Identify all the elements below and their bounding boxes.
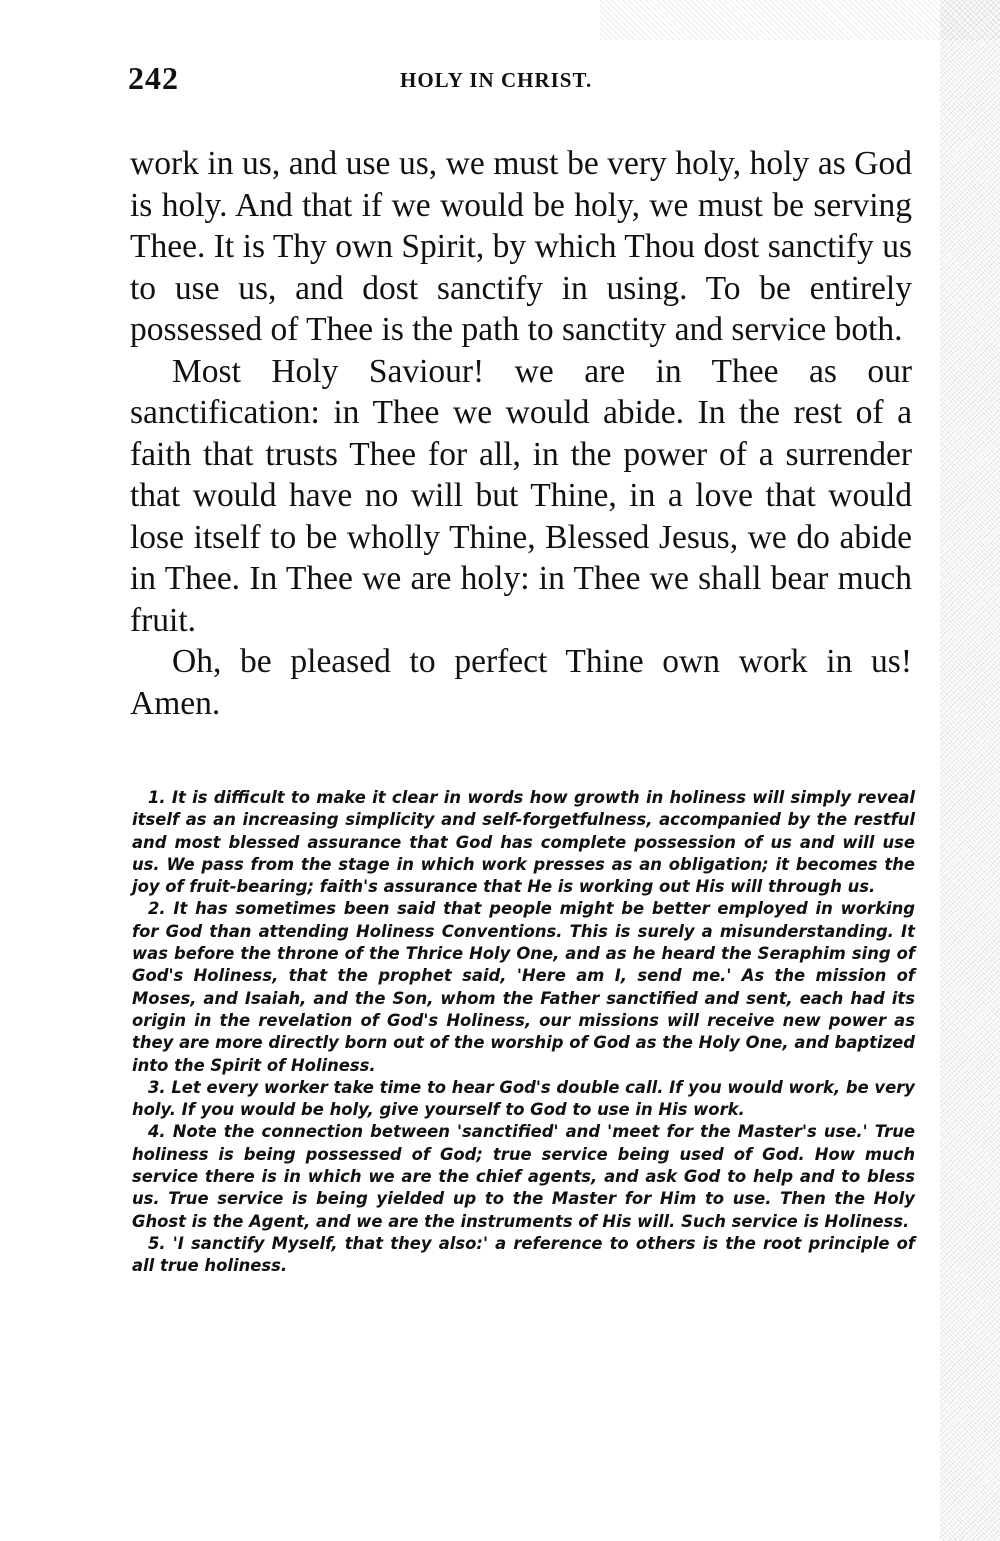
note-4: 4. Note the connection between 'sanctified' and 'meet for the Master's use.' True holiness is being possessed of God; true service being used of God. How much service there is in which we are the chief agents, and ask God to help and to bless us. True service is being yielded up to the Master for Him to use. Then the Holy Ghost is the Agent, and we are the instruments of His will. Such service is Holiness.	[132, 1122, 915, 1231]
body-paragraph-1: work in us, and use us, we must be very holy, holy as God is holy. And that if we would be holy, we must be serving Thee. It is Thy own Spirit, by which Thou dost sanctify us to use us, and dost sanctify in using. To be entirely possessed of Thee is the path to sanctity and service both.	[130, 145, 912, 348]
note-5: 5. 'I sanctify Myself, that they also:' a reference to others is the root principle of all true holiness.	[132, 1233, 915, 1276]
body-text	[130, 143, 912, 724]
body-paragraph-2: Most Holy Saviour! we are in Thee as our sanctification: in Thee we would abide. In the rest of a faith that trusts Thee for all, in the power of a surrender that would have no will but Thine, in a love that would lose itself to be wholly Thine, Blessed Jesus, we do abide in Thee. In Thee we are holy: in Thee we shall bear much fruit.	[130, 352, 912, 639]
page-edge-shading	[940, 0, 1000, 1541]
note-1: 1. It is difficult to make it clear in words how growth in holiness will simply reveal itself as an increasing simplicity and self-forgetfulness, accompanied by the restful and most blessed assurance that God has complete possession of us and will use us. We pass from the stage in which work presses as an obligation; it becomes the joy of fruit-bearing; faith's assurance that He is working out His will through us.	[132, 788, 915, 897]
note-2: 2. It has sometimes been said that people might be better employed in working for God than attending Holiness Conventions. This is surely a misunderstanding. It was before the throne of the Thrice Holy One, and as he heard the Seraphim sing of God's Holiness, that the prophet said, 'Here am I, send me.' As the mission of Moses, and Isaiah, and the Son, whom the Father sanctified and sent, each had its origin in the revelation of God's Holiness, our missions will receive new power as they are more directly born out of the worship of God as the Holy One, and baptized into the Spirit of Holiness.	[132, 899, 915, 1075]
page-number: 242	[128, 60, 179, 96]
note-3: 3. Let every worker take time to hear God's double call. If you would work, be very holy. If you would be holy, give yourself to God to use in His work.	[132, 1077, 915, 1120]
notes-section	[132, 787, 915, 1278]
body-paragraph-3: Oh, be pleased to perfect Thine own work in us! Amen.	[130, 643, 912, 722]
running-head: HOLY IN CHRIST.	[400, 68, 593, 92]
page-header	[128, 60, 918, 100]
